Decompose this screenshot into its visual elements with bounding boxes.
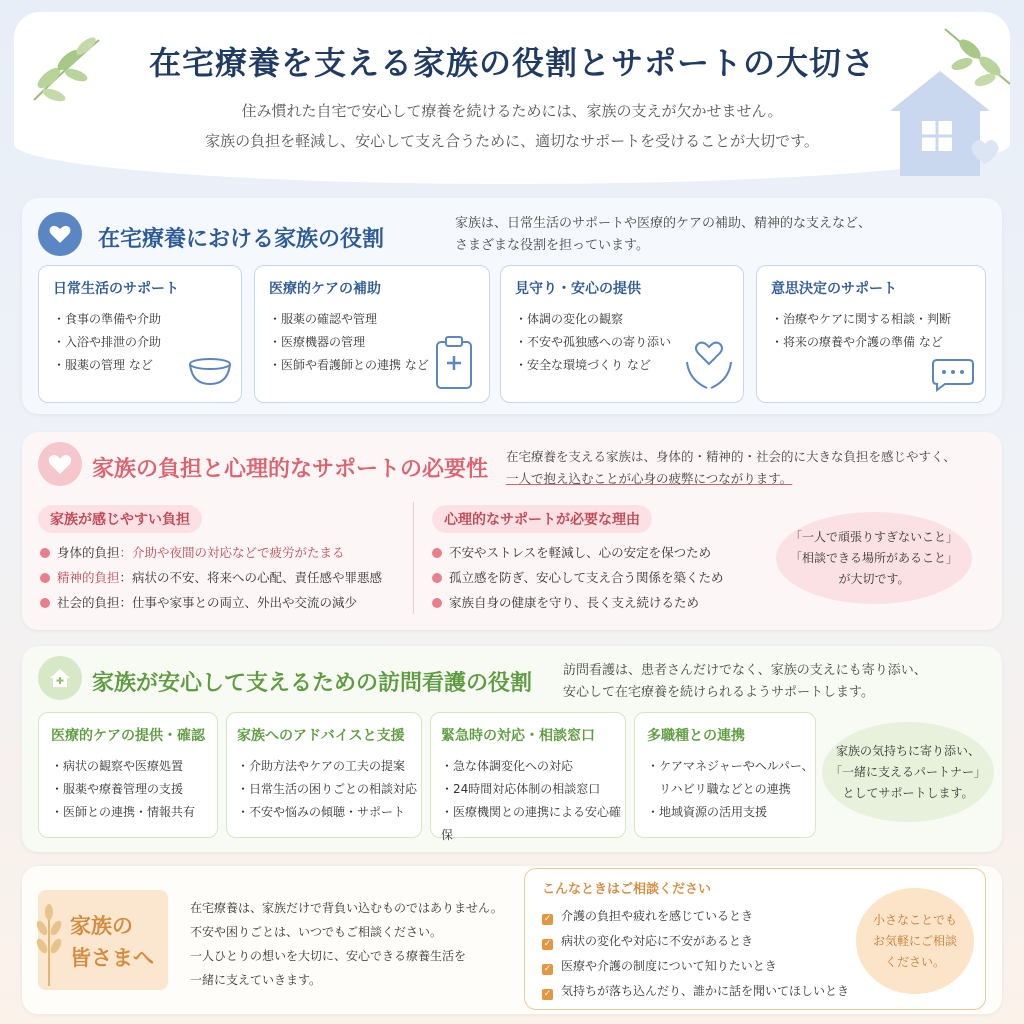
nursing-bubble: 家族の気持ちに寄り添い、 「一緒に支えるパートナー」 としてサポートします。 bbox=[822, 722, 994, 822]
hands-heart-icon bbox=[683, 338, 735, 392]
family-label: 家族の 皆さまへ bbox=[70, 914, 154, 970]
burden-desc: 在宅療養を支える家族は、身体的・精神的・社会的に大きな負担を感じやすく、 一人で抱え込むことが心身の疲弊につながります。 bbox=[506, 449, 956, 486]
bowl-icon bbox=[187, 354, 233, 388]
wheat-icon bbox=[32, 902, 66, 988]
nursing-card-collab: 多職種との連携 ・ケアマネジャーやヘルパー、 リハビリ職などとの連携 ・地域資源の活用支援 bbox=[634, 712, 816, 838]
role-card-daily: 日常生活のサポート ・食事の準備や介助 ・入浴や排泄の介助 ・服薬の管理 など bbox=[38, 265, 242, 403]
burden-list-left: 身体的負担：介助や夜間の対応などで疲労がたまる 精神的負担：病状の不安、将来への心配、責任感や罪悪感 社会的負担：仕事や家事との両立、外出や交流の減少 bbox=[40, 540, 382, 615]
clipboard-icon bbox=[433, 334, 475, 392]
burden-pill-right: 心理的なサポートが必要な理由 bbox=[432, 505, 652, 533]
divider bbox=[413, 502, 414, 614]
nursing-desc: 訪問看護は、患者さんだけでなく、家族の支えにも寄り添い、 安心して在宅療養を続けられるようサポートします。 bbox=[563, 663, 927, 700]
burden-bubble: 「一人で頑張りすぎないこと」 「相談できる場所があること」 が大切です。 bbox=[776, 512, 972, 604]
nursing-title: 家族が安心して支えるための訪問看護の役割 bbox=[92, 671, 533, 696]
roles-title: 在宅療養における家族の役割 bbox=[98, 227, 385, 252]
role-card-medical: 医療的ケアの補助 ・服薬の確認や管理 ・医療機器の管理 ・医師や看護師との連携 など bbox=[254, 265, 490, 403]
page-subtitle-2: 家族の負担を軽減し、安心して支え合うために、適切なサポートを受けることが大切です。 bbox=[205, 132, 819, 150]
check-icon: ✓ bbox=[543, 964, 552, 974]
burden-title: 家族の負担と心理的なサポートの必要性 bbox=[92, 457, 489, 482]
roles-desc: 家族は、日常生活のサポートや医療的ケアの補助、精神的な支えなど、 さまざまな役割を担っています。 bbox=[455, 216, 872, 253]
nursing-card-care: 医療的ケアの提供・確認 ・病状の観察や医療処置 ・服薬や療養管理の支援 ・医師との連携・情報共有 bbox=[38, 712, 218, 838]
role-card-watch: 見守り・安心の提供 ・体調の変化の観察 ・不安や孤独感への寄り添い ・安全な環境づくり など bbox=[500, 265, 744, 403]
consult-list: ✓ 介護の負担や疲れを感じているとき ✓ 病状の変化や対応に不安があるとき ✓ 医療や介護の制度について知りたいとき ✓ 気持ちが落ち込んだり、誰かに話を聞いてほしいとき bbox=[543, 909, 850, 999]
burden-pill-left: 家族が感じやすい負担 bbox=[38, 505, 202, 533]
chat-bubble-icon bbox=[931, 356, 975, 392]
page-subtitle-1: 住み慣れた自宅で安心して療養を続けるためには、家族の支えが欠かせません。 bbox=[241, 102, 783, 120]
check-icon: ✓ bbox=[543, 989, 552, 999]
burden-list-right: 不安やストレスを軽減し、心の安定を保つため 孤立感を防ぎ、安心して支え合う関係を築くため 家族自身の健康を守り、長く支え続けるため bbox=[432, 540, 724, 615]
heart-icon bbox=[38, 212, 82, 256]
nursing-card-emergency: 緊急時の対応・相談窓口 ・急な体調変化への対応 ・24時間対応体制の相談窓口 ・医療機関との連携による安心確保 bbox=[430, 712, 626, 838]
family-message: 在宅療養は、家族だけで背負い込むものではありません。 不安や困りごとは、いつでもご相談ください。 一人ひとりの想いを大切に、安心できる療養生活を 一緒に支えていきます。 bbox=[190, 901, 503, 987]
consult-bubble: 小さなことでも お気軽にご相談 ください。 bbox=[856, 888, 974, 994]
heart-icon bbox=[38, 442, 82, 486]
home-icon bbox=[38, 656, 82, 700]
consult-title: こんなときはご相談ください bbox=[542, 882, 712, 897]
house-icon bbox=[880, 66, 1010, 186]
role-card-decision: 意思決定のサポート ・治療やケアに関する相談・判断 ・将来の療養や介護の準備 など bbox=[756, 265, 986, 403]
check-icon: ✓ bbox=[543, 914, 552, 924]
page-title: 在宅療養を支える家族の役割とサポートの大切さ bbox=[148, 44, 875, 82]
check-icon: ✓ bbox=[543, 939, 552, 949]
nursing-card-advice: 家族へのアドバイスと支援 ・介助方法やケアの工夫の提案 ・日常生活の困りごとの相談対応 ・不安や悩みの傾聴・サポート bbox=[226, 712, 422, 838]
